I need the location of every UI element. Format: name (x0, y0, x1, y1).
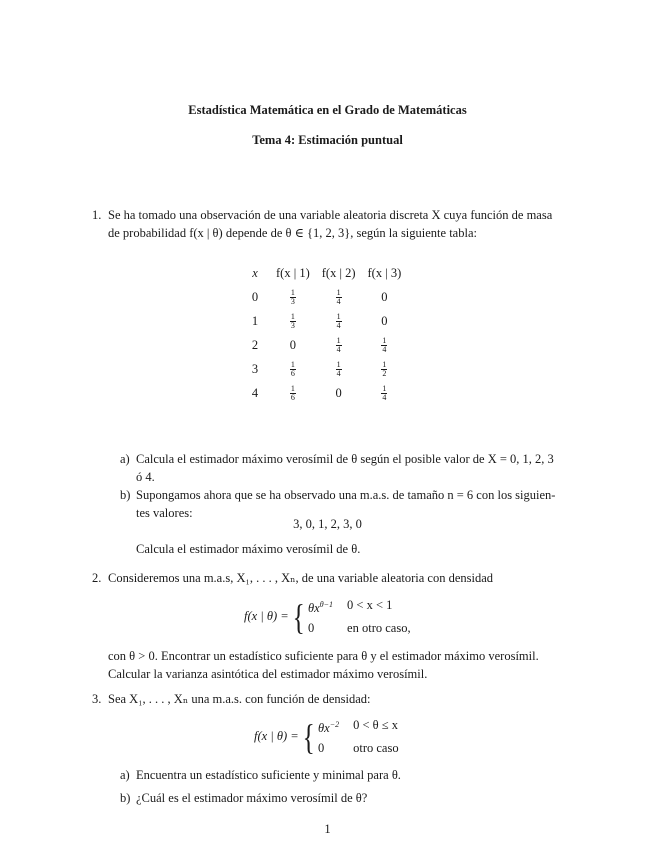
case-exponent: θ−1 (319, 600, 334, 609)
table-cell (362, 357, 408, 381)
fraction (290, 313, 296, 330)
case-condition: en otro caso, (347, 621, 411, 636)
table-row (240, 357, 407, 381)
table-cell: 0 (335, 385, 342, 400)
fraction-denominator: 4 (336, 296, 341, 306)
problem-3b (120, 789, 570, 807)
subitem-text-line: Encuentra un estadístico suficiente y minimal para θ. (136, 768, 401, 782)
problem-text-line: Se ha tomado una observación de una variable aleatoria discreta X cuya función de masa (108, 208, 553, 222)
case-exponent: −2 (329, 720, 340, 729)
problem-3 (92, 690, 572, 708)
problem-1 (92, 206, 572, 242)
fraction (381, 385, 387, 402)
fraction (336, 313, 342, 330)
fraction-numerator: 1 (336, 359, 341, 369)
table-cell (270, 381, 316, 405)
fraction-numerator: 1 (290, 287, 295, 297)
problem-text-line: con θ > 0. Encontrar un estadístico suficiente para θ y el estimador máximo verosímil. (108, 649, 539, 663)
problem-2-continued (108, 647, 578, 683)
case-expression: θx (318, 721, 330, 736)
table-cell (362, 381, 408, 405)
document-subtitle: Tema 4: Estimación puntual (252, 133, 403, 147)
subitem-text-line: Calcula el estimador máximo verosímil de θ. (136, 542, 361, 556)
fraction-numerator: 1 (290, 383, 295, 393)
table-cell (316, 309, 362, 333)
problem-1a (120, 450, 570, 486)
fraction-denominator: 3 (290, 320, 295, 330)
page-number: 1 (324, 822, 331, 836)
table-cell: 0 (251, 289, 259, 304)
table-cell (362, 333, 408, 357)
subitem-text-line: ¿Cuál es el estimador máximo verosímil de θ? (136, 791, 368, 805)
problem-1b-final (120, 540, 570, 558)
case-expression: 0 (318, 741, 325, 756)
fraction-denominator: 4 (336, 320, 341, 330)
problem-number: 2. (92, 571, 102, 585)
table-cell: 0 (289, 337, 296, 352)
problem-2 (92, 569, 572, 587)
subitem-text-line: Supongamos ahora que se ha observado una m.a.s. de tamaño n = 6 con los siguien- (136, 488, 556, 502)
equation-lhs: f(x | θ) = (244, 609, 289, 624)
problem-number: 1. (92, 208, 102, 222)
table-cell: 3 (251, 361, 259, 376)
document-title: Estadística Matemática en el Grado de Matemáticas (188, 103, 467, 117)
table-cell: 1 (251, 313, 259, 328)
density-equation-2 (244, 596, 411, 637)
table-row (240, 381, 407, 405)
case-expression: 0 (308, 621, 315, 636)
fraction (381, 361, 387, 378)
brace-symbol: { (302, 716, 315, 757)
density-equation-3 (254, 716, 399, 757)
table-cell (270, 357, 316, 381)
subitem-text-line: tes valores: (136, 506, 193, 520)
subitem-label: a) (120, 768, 130, 782)
table-header-cell: f(x | 2) (321, 265, 356, 280)
fraction-numerator: 1 (290, 311, 295, 321)
table-cell: 0 (381, 289, 388, 304)
subitem-label: a) (120, 452, 130, 466)
fraction-denominator: 6 (290, 368, 295, 378)
fraction (290, 289, 296, 306)
table-cell: 4 (251, 385, 259, 400)
fraction-numerator: 1 (382, 383, 387, 393)
table-header-row (240, 261, 407, 285)
brace-symbol: { (292, 596, 305, 637)
subitem-label: b) (120, 791, 131, 805)
fraction-denominator: 3 (290, 296, 295, 306)
problem-number: 3. (92, 692, 102, 706)
fraction-denominator: 4 (336, 368, 341, 378)
problem-text-line: Calcular la varianza asintótica del estimador máximo verosímil. (108, 667, 428, 681)
case-condition: 0 < x < 1 (347, 598, 393, 612)
subitem-text-line: Calcula el estimador máximo verosímil de θ según el posible valor de X = 0, 1, 2, 3 (136, 452, 554, 466)
piecewise-cases (318, 716, 399, 757)
table-row (240, 285, 407, 309)
problem-text-line: de probabilidad f(x | θ) depende de θ ∈ {1, 2, 3}, según la siguiente tabla: (108, 226, 477, 240)
table-header-cell: f(x | 1) (276, 265, 310, 280)
problem-text-line: Sea X₁, . . . , Xₙ una m.a.s. con función de densidad: (108, 692, 371, 706)
fraction-numerator: 1 (382, 359, 387, 369)
fraction-denominator: 4 (382, 392, 387, 402)
fraction (290, 361, 296, 378)
table-row (240, 333, 407, 357)
equation-lhs: f(x | θ) = (254, 729, 299, 744)
sample-values: 3, 0, 1, 2, 3, 0 (293, 517, 362, 531)
probability-table (240, 261, 407, 405)
fraction-denominator: 4 (336, 344, 341, 354)
subitem-label: b) (120, 488, 131, 502)
fraction-numerator: 1 (336, 311, 341, 321)
fraction-numerator: 1 (336, 287, 341, 297)
table-cell (270, 285, 316, 309)
table-cell: 2 (251, 337, 259, 352)
fraction-numerator: 1 (290, 359, 295, 369)
table-cell: 0 (381, 313, 388, 328)
fraction-numerator: 1 (382, 335, 387, 345)
case-condition: 0 < θ ≤ x (353, 718, 399, 732)
table-cell (270, 309, 316, 333)
fraction (381, 337, 387, 354)
problem-text-line: Consideremos una m.a.s, X₁, . . . , Xₙ, de una variable aleatoria con densidad (108, 571, 494, 585)
subitem-text-line: ó 4. (136, 470, 155, 484)
fraction-numerator: 1 (336, 335, 341, 345)
fraction-denominator: 6 (290, 392, 295, 402)
table-cell (316, 285, 362, 309)
case-expression: θx (308, 601, 320, 616)
problem-3a (120, 766, 570, 784)
case-condition: otro caso (353, 741, 399, 756)
fraction-denominator: 4 (382, 344, 387, 354)
fraction (336, 337, 342, 354)
table-cell (316, 333, 362, 357)
fraction (290, 385, 296, 402)
table-cell (316, 357, 362, 381)
table-header-cell: x (252, 265, 258, 280)
fraction (336, 289, 342, 306)
table-row (240, 309, 407, 333)
fraction-denominator: 2 (382, 368, 387, 378)
fraction (336, 361, 342, 378)
table-header-cell: f(x | 3) (367, 265, 402, 280)
piecewise-cases (308, 596, 411, 637)
